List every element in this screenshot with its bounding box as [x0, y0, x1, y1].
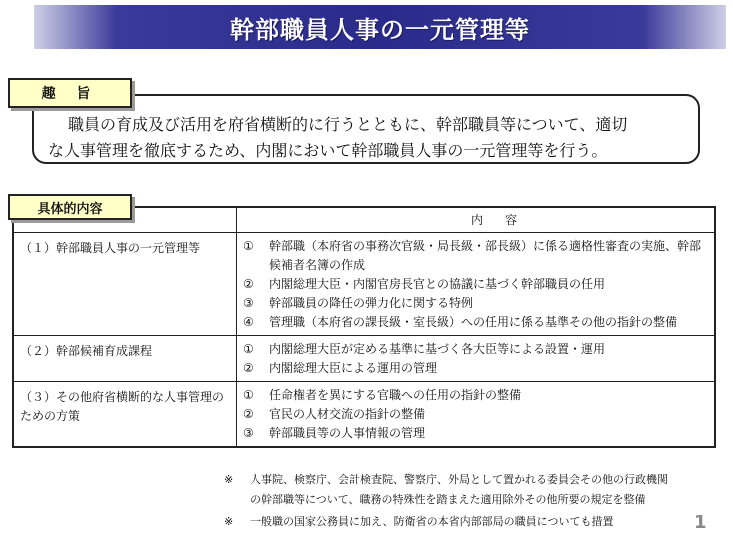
item-number: ①: [243, 388, 254, 402]
title-banner: [34, 5, 726, 49]
item-text: 幹部職（本府省の事務次官級・局長級・部長級）に係る適格性審査の実施、幹部候補者名簿の作成: [269, 239, 702, 272]
list-item: [243, 405, 708, 424]
item-text: 任命権者を異にする官職への任用の指針の整備: [269, 388, 522, 402]
table-row: [13, 382, 715, 448]
table-row: [13, 233, 715, 336]
page-number: 1: [694, 512, 707, 533]
summary-tag: 趣 旨: [8, 78, 132, 108]
list-item: [243, 359, 708, 378]
item-text: 官民の人材交流の指針の整備: [269, 407, 426, 421]
summary-line-2: な人事管理を徹底するため、内閣において幹部職員人事の一元管理等を行う。: [48, 141, 608, 160]
footnote-text: の幹部職等について、職務の特殊性を踏まえた適用除外その他所要の規定を整備: [250, 493, 646, 506]
list-item: [243, 313, 708, 332]
item-number: ②: [243, 361, 254, 375]
footnote-text: 人事院、検察庁、会計検査院、警察庁、外局として置かれる委員会その他の行政機関: [250, 473, 668, 486]
item-number: ③: [243, 296, 254, 310]
item-text: 内閣総理大臣・内閣官房長官との協議に基づく幹部職員の任用: [269, 277, 606, 291]
footnote-2: [224, 512, 613, 532]
list-item: [243, 294, 708, 313]
item-number: ④: [243, 315, 254, 329]
item-text: 幹部職員等の人事情報の管理: [269, 426, 426, 440]
footnote-1: [224, 470, 668, 510]
footnote-mark: ※: [224, 515, 234, 528]
item-text: 幹部職員の降任の弾力化に関する特例: [269, 296, 474, 310]
summary-line-1: [48, 112, 686, 138]
footnote-1-line-1: [224, 470, 668, 490]
summary-box: [32, 94, 700, 164]
row-category: （１）幹部職員人事の一元管理等: [13, 233, 237, 336]
list-item: [243, 340, 708, 359]
item-number: ①: [243, 342, 254, 356]
list-item: [243, 424, 708, 443]
item-text: 内閣総理大臣による運用の管理: [269, 361, 438, 375]
row-items: [237, 336, 716, 382]
list-item: [243, 386, 708, 405]
row-items: [237, 233, 716, 336]
row-category: （３）その他府省横断的な人事管理のための方策: [13, 382, 237, 448]
footnote-1-line-2: [224, 490, 668, 510]
list-item: [243, 237, 708, 275]
item-number: ②: [243, 407, 254, 421]
row-category: （２）幹部候補育成課程: [13, 336, 237, 382]
footnote-mark: ※: [224, 473, 234, 486]
item-number: ③: [243, 426, 254, 440]
row-items: [237, 382, 716, 448]
summary-text-1: 職員の育成及び活用を府省横断的に行うとともに、幹部職員等について、適切: [68, 115, 628, 134]
page-title: 幹部職員人事の一元管理等: [230, 15, 530, 44]
item-number: ①: [243, 239, 254, 253]
details-tag: 具体的内容: [8, 194, 132, 220]
item-number: ②: [243, 277, 254, 291]
footnote-text: 一般職の国家公務員に加え、防衛省の本省内部部局の職員についても措置: [250, 515, 614, 528]
item-text: 管理職（本府省の課長級・室長級）への任用に係る基準その他の指針の整備: [269, 315, 678, 329]
list-item: [243, 275, 708, 294]
table-row: [13, 336, 715, 382]
details-table: [12, 206, 716, 448]
table-header-content: 内容: [237, 207, 716, 233]
item-text: 内閣総理大臣が定める基準に基づく各大臣等による設置・運用: [269, 342, 606, 356]
